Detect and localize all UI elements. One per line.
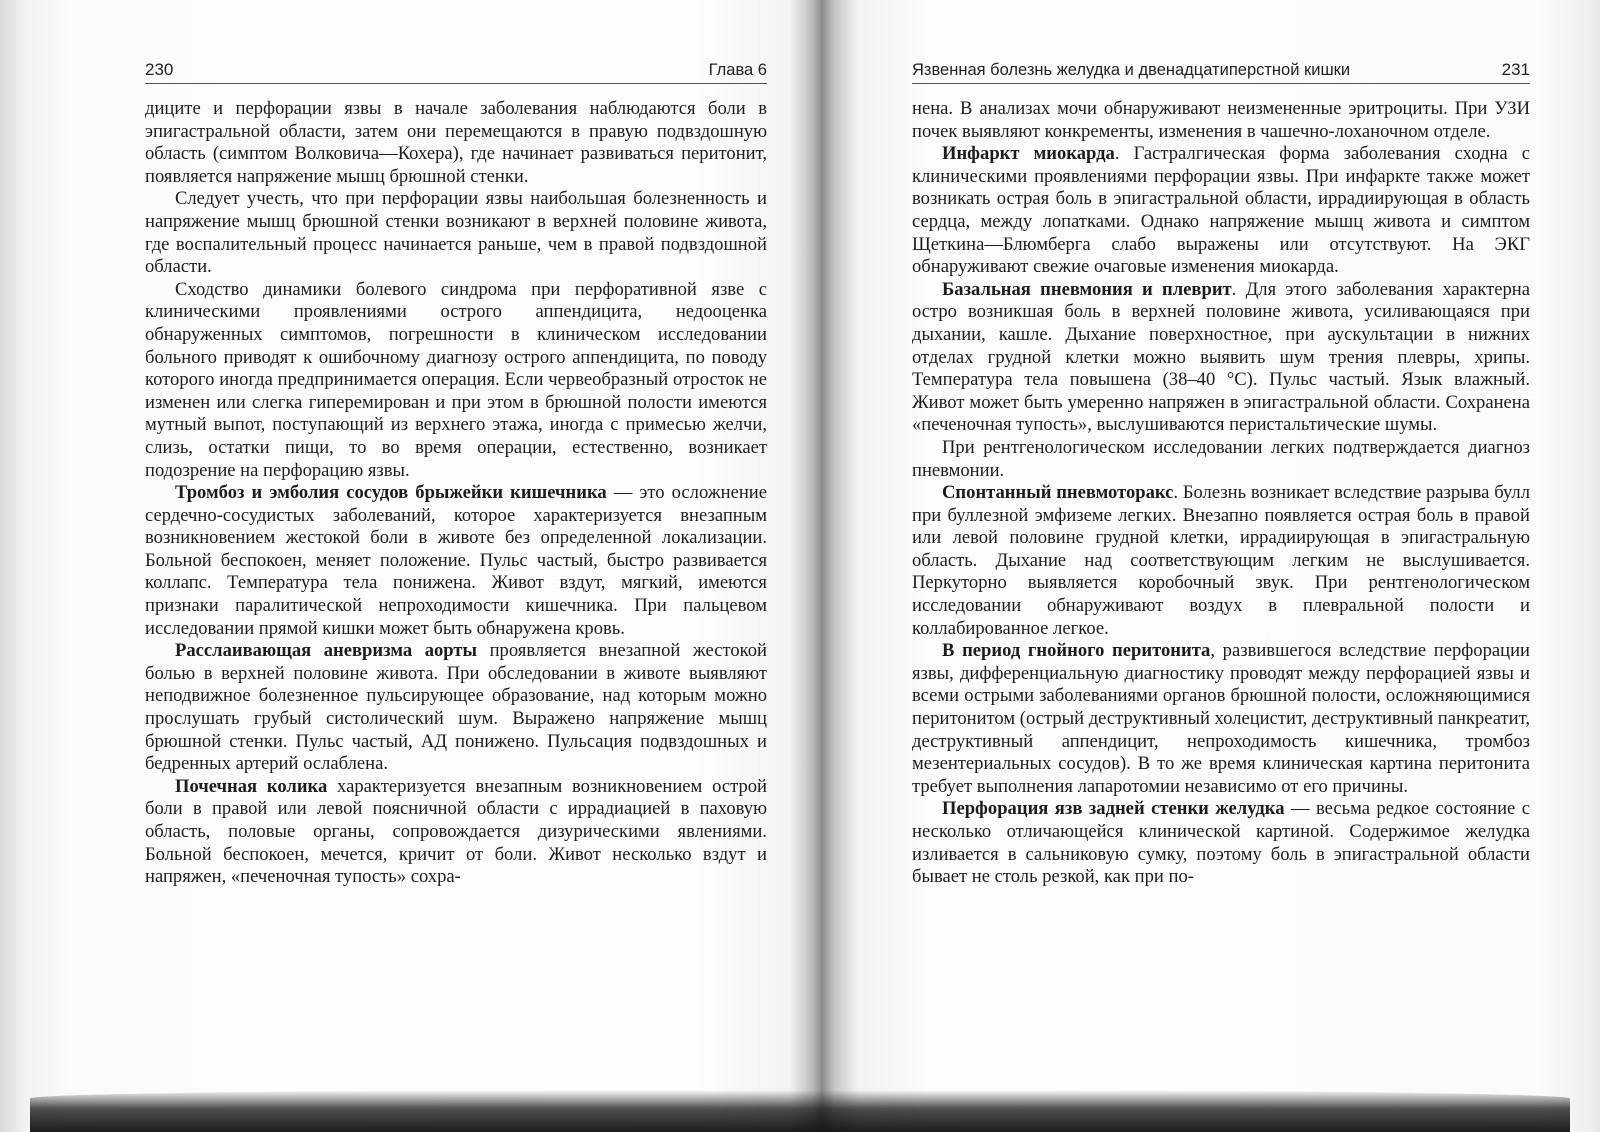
right-running-head [912, 56, 1530, 84]
paragraph [912, 98, 1530, 143]
paragraph-text: нена. В анализах мочи обнаруживают неизмененные эритроциты. При УЗИ почек выявляют конкременты, изменения в чашечно-лоханочном отделе. [912, 98, 1530, 142]
paragraph [912, 640, 1530, 798]
paragraph [145, 98, 767, 188]
paragraph-term: Перфорация язв задней стенки желудка [942, 798, 1285, 820]
paragraph [912, 437, 1530, 482]
paragraph [145, 776, 767, 889]
paragraph-text: — это осложнение сердечно-сосудистых заболеваний, которое характеризуется внезапным возникновением жестокой боли в животе без определенной локализации. Больной беспокоен, меняет положение. Пульс частый, быстро развивается коллапс. Температура тела понижена. Живот вздут, мягкий, имеются признаки паралитической непроходимости кишечника. При пальцевом исследовании прямой кишки может быть обнаружена кровь. [145, 482, 767, 639]
scan-bottom-shadow [30, 1090, 1570, 1132]
paragraph-term: Инфаркт миокарда [942, 143, 1115, 165]
right-body-text [912, 98, 1530, 889]
paragraph-text: , развившегося вследствие перфорации язвы, дифференциальную диагностику проводят между перфорацией язвы и всеми острыми заболеваниями органов брюшной полости, осложняющимися перитонитом (острый деструктивный холецистит, деструктивный панкреатит, деструктивный аппендицит, непроходимость кишечника, тромбоз мезентериальных сосудов). В то же время клиническая картина перитонита требует выполнения лапаротомии независимо от его причины. [912, 640, 1531, 797]
paragraph [145, 279, 767, 482]
paragraph [912, 279, 1530, 437]
paragraph-term: Спонтанный пневмоторакс [942, 482, 1174, 504]
left-page-number: 230 [145, 60, 174, 79]
paragraph-text: . Гастралгическая форма заболевания сходна с клиническими проявлениями перфорации язвы. При инфаркте также может возникать острая боль в эпигастральной области, иррадиирующая в область сердца, между лопатками. Однако напряжение мышц живота и симптом Щеткина—Блюмберга слабо выражены или отсутствуют. На ЭКГ обнаруживают свежие очаговые изменения миокарда. [912, 143, 1530, 278]
paragraph-text: Следует учесть, что при перфорации язвы наибольшая болезненность и напряжение мышц брюшной стенки возникают в верхней половине живота, где воспалительный процесс начинается раньше, чем в правой подвздошной области. [145, 188, 767, 278]
right-page [912, 56, 1530, 889]
paragraph-text: проявляется внезапной жестокой болью в верхней половине живота. При обследовании в животе выявляют неподвижное болезненное пульсирующее образование, над которым можно прослушать грубый систолический шум. Выражено напряжение мышц брюшной стенки. Пульс частый, АД понижено. Пульсация подвздошных и бедренных артерий ослаблена. [145, 640, 767, 775]
paragraph-term: В период гнойного перитонита [942, 640, 1211, 662]
paragraph-text: . Для этого заболевания характерна остро возникшая боль в верхней половине живота, усиливающаяся при дыхании, кашле. Дыхание поверхностное, при аускультации в нижних отделах грудной клетки можно выявить шум трения плевры, хрипы. Температура тела повышена (38–40 °С). Пульс частый. Язык влажный. Живот может быть умеренно напряжен в эпигастральной области. Сохранена «печеночная тупость», выслушиваются перистальтические шумы. [912, 278, 1531, 436]
paragraph-term: Базальная пневмония и плеврит [942, 278, 1232, 300]
paragraph-text: Сходство динамики болевого синдрома при перфоративной язве с клиническими проявлениями острого аппендицита, недооценка обнаруженных симптомов, погрешности в клиническом исследовании больного приводят к ошибочному диагнозу острого аппендицита, по поводу которого иногда предпринимается операция. Если червеобразный отросток не изменен или слегка гиперемирован и при этом в брюшной полости имеются мутный выпот, поступающий из верхнего этажа, иногда с примесью желчи, слизь, остатки пищи, то во время операции, естественно, возникает подозрение на перфорацию язвы. [145, 278, 767, 481]
paragraph-term: Тромбоз и эмболия сосудов брыжейки кишечника [175, 482, 607, 504]
left-body-text [145, 98, 767, 889]
left-running-head [145, 56, 767, 84]
left-page [145, 56, 767, 889]
paragraph-text: При рентгенологическом исследовании легких подтверждается диагноз пневмонии. [912, 436, 1530, 481]
left-chapter-title: Глава 6 [708, 61, 767, 79]
paragraph-term: Почечная колика [175, 775, 328, 797]
paragraph-text: . Болезнь возникает вследствие разрыва булл при буллезной эмфиземе легких. Внезапно появляется острая боль в правой или левой половине грудной клетки, иррадиирующая в эпигастральную область. Дыхание над соответствующим легким не выслушивается. Перкуторно выявляется коробочный звук. При рентгенологическом исследовании обнаруживают воздух в плевральной полости и коллабированное легкое. [912, 482, 1530, 639]
paragraph-text: — весьма редкое состояние с несколько отличающейся клинической картиной. Содержимое желудка изливается в сальниковую сумку, поэтому боль в эпигастральной области бывает не столь резкой, как при по- [912, 798, 1530, 888]
paragraph [145, 482, 767, 640]
paragraph [912, 798, 1530, 888]
paragraph [145, 640, 767, 776]
paragraph-text: диците и перфорации язвы в начале заболевания наблюдаются боли в эпигастральной области, затем они перемещаются в правую подвздошную область (симптом Волковича—Кохера), где начинает развиваться перитонит, появляется напряжение мышц брюшной стенки. [145, 98, 767, 187]
paragraph [912, 143, 1530, 279]
paragraph [912, 482, 1530, 640]
right-chapter-title: Язвенная болезнь желудка и двенадцатиперстной кишки [912, 61, 1351, 79]
right-page-number: 231 [1501, 60, 1530, 79]
paragraph [145, 188, 767, 278]
paragraph-term: Расслаивающая аневризма аорты [175, 640, 478, 662]
paragraph-text: характеризуется внезапным возникновением острой боли в правой или левой поясничной области с иррадиацией в паховую область, половые органы, сопровождается дизурическими явлениями. Больной беспокоен, мечется, кричит от боли. Живот несколько вздут и напряжен, «печеночная тупость» сохра- [145, 775, 767, 888]
